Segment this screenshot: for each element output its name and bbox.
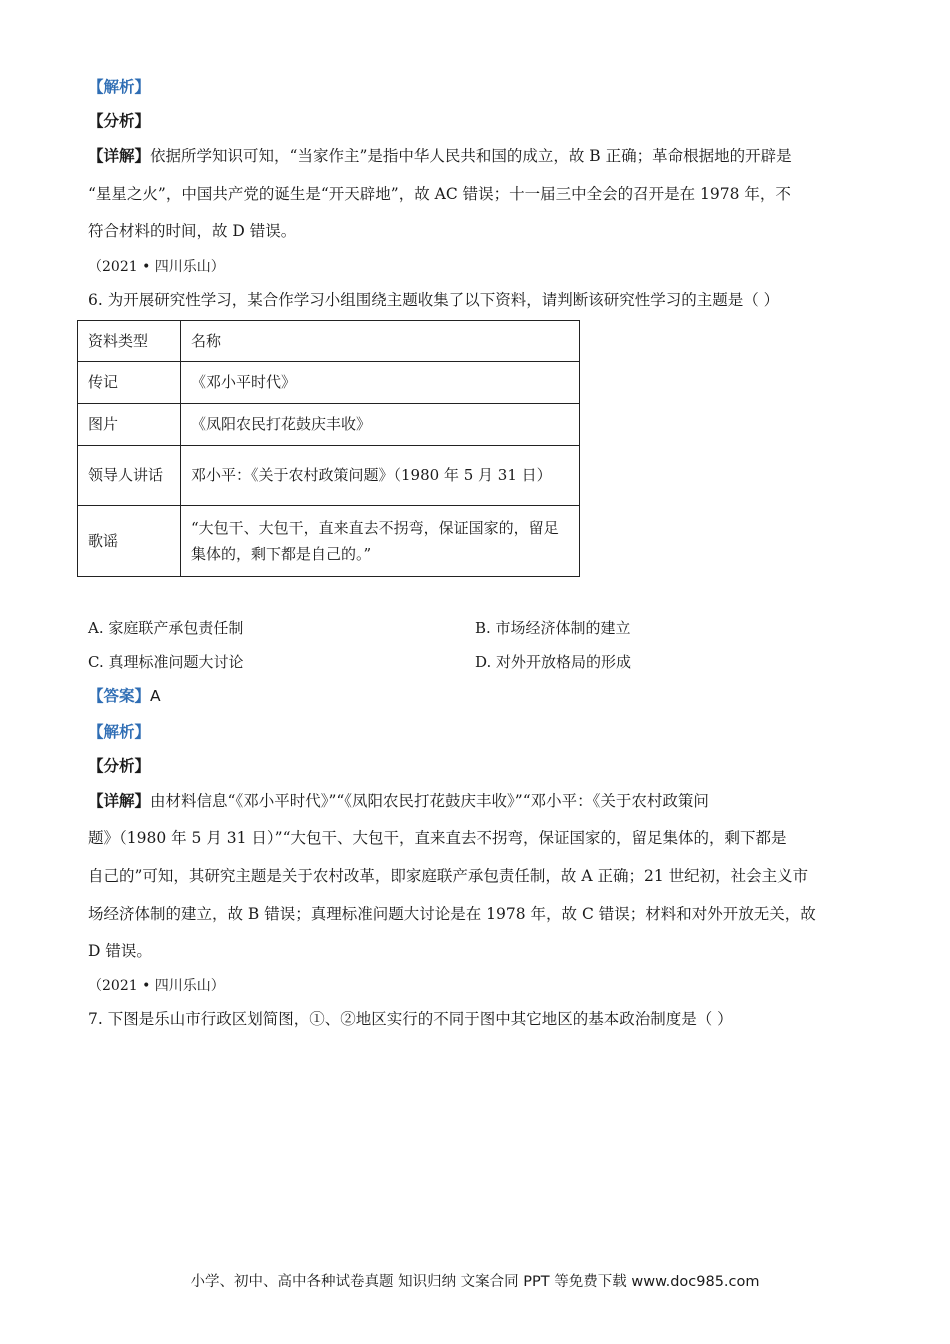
footer-text: 小学、初中、高中各种试卷真题 知识归纳 文案合同 PPT 等免费下载 www.doc985.com: [190, 1274, 760, 1290]
option-d: D. 对外开放格局的形成: [475, 653, 632, 671]
table-row: [78, 321, 580, 362]
answer-line: [88, 686, 161, 706]
question-source: （2021 • 四川乐山）: [88, 978, 225, 994]
detail-paragraph-line: 自己的”可知，其研究主题是关于农村改革，即家庭联产承包责任制，故 A 正确；21 世纪初，社会主义市: [88, 867, 809, 885]
table-cell: 传记: [78, 362, 181, 404]
question-stem: 6. 为开展研究性学习，某合作学习小组围绕主题收集了以下资料，请判断该研究性学习的主题是（ ）: [88, 291, 780, 309]
detail-paragraph-line: [88, 146, 792, 166]
option-b: B. 市场经济体制的建立: [475, 619, 631, 637]
detail-tag: 【详解】: [88, 146, 151, 165]
table-row: [78, 446, 580, 506]
analysis-sub-tag: 【分析】: [88, 111, 151, 130]
table-cell: 《邓小平时代》: [181, 362, 580, 404]
table-row: [78, 404, 580, 446]
table-cell: “大包干、大包干，直来直去不拐弯，保证国家的，留足集体的，剩下都是自己的。”: [181, 506, 580, 577]
detail-paragraph-line: 符合材料的时间，故 D 错误。: [88, 222, 297, 240]
table-header-cell: 资料类型: [78, 321, 181, 362]
detail-paragraph-line: [88, 791, 709, 811]
question-stem: 7. 下图是乐山市行政区划简图，①、②地区实行的不同于图中其它地区的基本政治制度是（ ）: [88, 1010, 733, 1028]
detail-paragraph-line: “星星之火”，中国共产党的诞生是“开天辟地”，故 AC 错误；十一届三中全会的召开是在 1978 年，不: [88, 185, 791, 203]
analysis-tag: 【解析】: [88, 77, 151, 96]
detail-tag: 【详解】: [88, 791, 151, 810]
table-cell: 歌谣: [78, 506, 181, 577]
detail-paragraph-line: 场经济体制的建立，故 B 错误；真理标准问题大讨论是在 1978 年，故 C 错误；材料和对外开放无关，故: [88, 905, 816, 923]
table-row: [78, 362, 580, 404]
detail-text: 依据所学知识可知，“当家作主”是指中华人民共和国的成立，故 B 正确；革命根据地的开辟是: [150, 147, 792, 165]
detail-paragraph-line: D 错误。: [88, 942, 152, 960]
table-cell: 图片: [78, 404, 181, 446]
analysis-sub-tag: 【分析】: [88, 756, 151, 775]
table-cell: 邓小平：《关于农村政策问题》（1980 年 5 月 31 日）: [181, 446, 580, 506]
table-cell: 领导人讲话: [78, 446, 181, 506]
detail-text: 由材料信息“《邓小平时代》”“《凤阳农民打花鼓庆丰收》”“邓小平：《关于农村政策问: [150, 792, 709, 810]
table-row: [78, 506, 580, 577]
table-cell: 《凤阳农民打花鼓庆丰收》: [181, 404, 580, 446]
answer-tag: 【答案】: [88, 686, 151, 705]
detail-paragraph-line: 题》（1980 年 5 月 31 日）”“大包干、大包干，直来直去不拐弯，保证国家的，留足集体的，剩下都是: [88, 829, 787, 847]
option-c: C. 真理标准问题大讨论: [88, 653, 244, 671]
answer-value: A: [150, 687, 161, 705]
materials-table: [77, 320, 580, 577]
option-a: A. 家庭联产承包责任制: [88, 619, 244, 637]
question-source: （2021 • 四川乐山）: [88, 259, 225, 275]
analysis-tag: 【解析】: [88, 722, 151, 741]
table-header-cell: 名称: [181, 321, 580, 362]
